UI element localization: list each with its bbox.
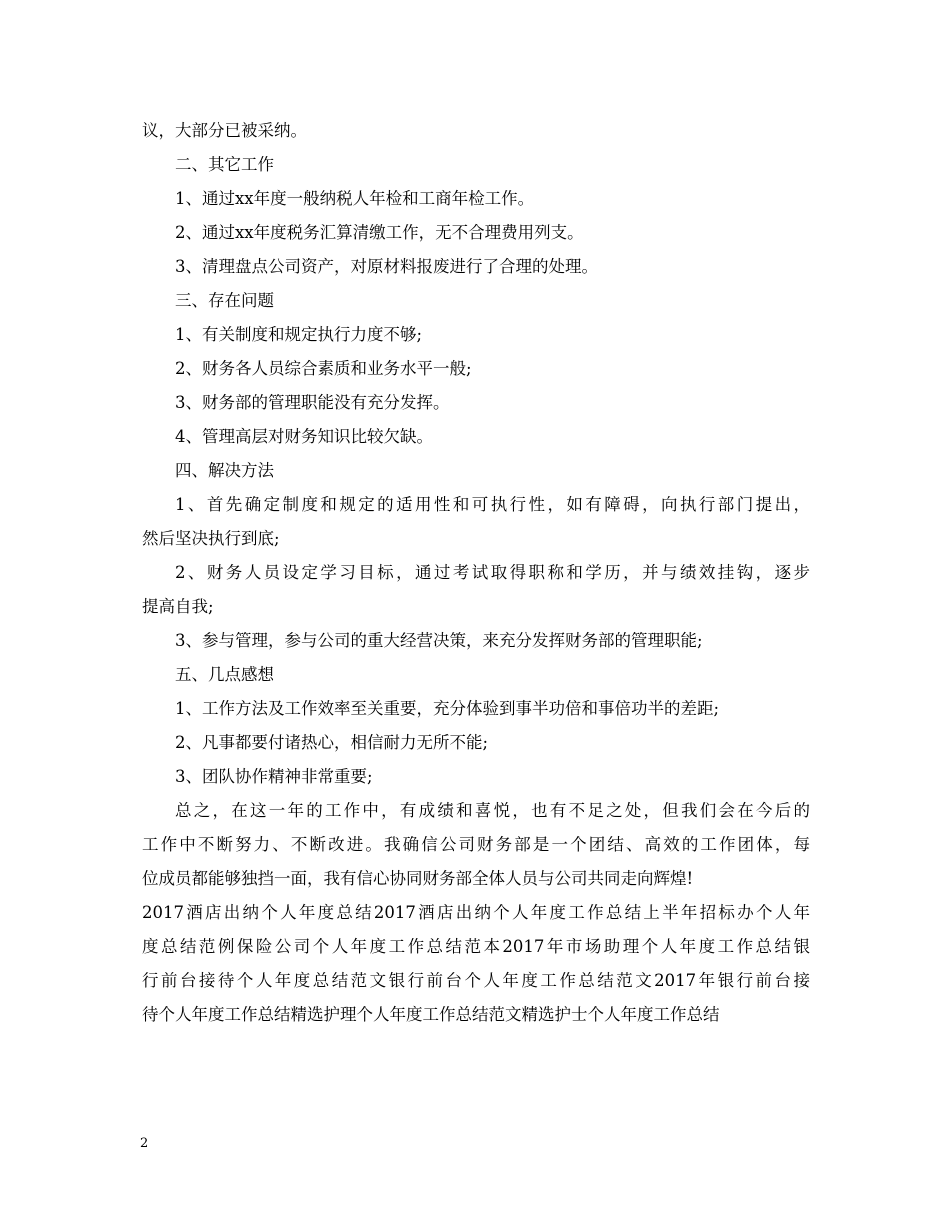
text-line: 二、其它工作 [175,155,274,174]
text-line: 1、首先确定制度和规定的适用性和可执行性，如有障碍，向执行部门提出， [175,495,810,514]
text-line: 行前台接待个人年度总结范文银行前台个人年度工作总结范文2017年银行前台接 [142,971,810,990]
text-line: 待个人年度工作总结精选护理个人年度工作总结范文精选护士个人年度工作总结 [142,1005,720,1024]
text-line: 工作中不断努力、不断改进。我确信公司财务部是一个团结、高效的工作团体，每 [142,835,810,854]
text-line: 3、团队协作精神非常重要; [175,767,373,786]
text-line: 三、存在问题 [175,291,274,310]
text-line: 3、清理盘点公司资产，对原材料报废进行了合理的处理。 [175,257,598,276]
text-line: 提高自我; [142,597,214,616]
text-line: 2、通过xx年度税务汇算清缴工作，无不合理费用列支。 [175,223,584,242]
text-line: 总之，在这一年的工作中，有成绩和喜悦，也有不足之处，但我们会在今后的 [175,801,810,820]
text-line: 四、解决方法 [175,461,274,480]
text-line: 1、工作方法及工作效率至关重要，充分体验到事半功倍和事倍功半的差距; [175,699,720,718]
text-line: 2、财务各人员综合素质和业务水平一般; [175,359,472,378]
text-line: 2、凡事都要付诸热心，相信耐力无所不能; [175,733,489,752]
text-line: 3、财务部的管理职能没有充分发挥。 [175,393,450,412]
text-line: 议，大部分已被采纳。 [142,121,307,140]
text-line: 然后坚决执行到底; [142,529,280,548]
text-line: 1、通过xx年度一般纳税人年检和工商年检工作。 [175,189,535,208]
text-line: 3、参与管理，参与公司的重大经营决策，来充分发挥财务部的管理职能; [175,631,703,650]
text-line: 1、有关制度和规定执行力度不够; [175,325,423,344]
text-line: 2、财务人员设定学习目标，通过考试取得职称和学历，并与绩效挂钩，逐步 [175,563,810,582]
page-number: 2 [140,1136,149,1151]
text-line: 度总结范例保险公司个人年度工作总结范本2017年市场助理个人年度工作总结银 [142,937,810,956]
document-body [142,114,810,1032]
text-line: 4、管理高层对财务知识比较欠缺。 [175,427,433,446]
text-line: 2017酒店出纳个人年度总结2017酒店出纳个人年度工作总结上半年招标办个人年 [142,903,810,922]
text-line: 位成员都能够独挡一面，我有信心协同财务部全体人员与公司共同走向辉煌! [142,869,694,888]
text-line: 五、几点感想 [175,665,274,684]
